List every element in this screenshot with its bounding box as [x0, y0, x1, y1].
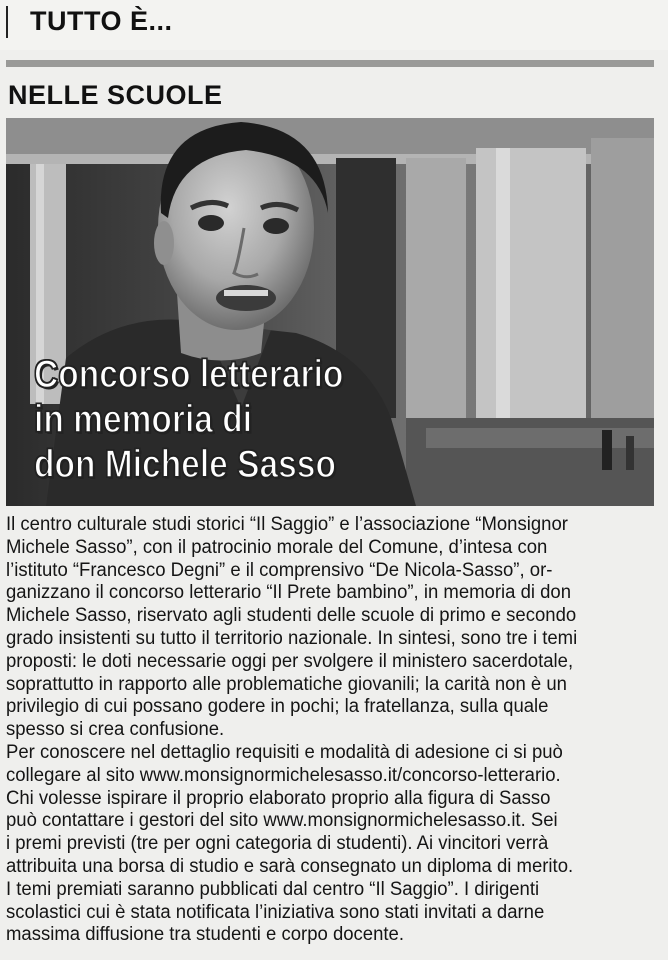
article-line: i premi previsti (tre per ogni categoria di studenti). Ai vincitori verrà: [6, 832, 549, 855]
article-line: attribuita una borsa di studio e sarà consegnato un diploma di merito.: [6, 854, 574, 877]
headline-line: Concorso letterario: [34, 353, 344, 396]
article-line: proposti: le doti necessarie oggi per svolgere il ministero sacerdotale,: [6, 649, 574, 672]
article-line: Il centro culturale studi storici “Il Saggio” e l’associazione “Monsignor: [6, 513, 568, 535]
page-header: [0, 0, 668, 50]
article-line: spesso si crea confusione.: [6, 718, 225, 741]
article-line: Per conoscere nel dettaglio requisiti e modalità di adesione ci si può: [6, 740, 563, 763]
article-line: collegare al sito www.monsignormichelesasso.it/concorso-letterario.: [6, 763, 561, 786]
article-line: massima diffusione tra studenti e corpo docente.: [6, 923, 404, 946]
subsection-title: NELLE SCUOLE: [8, 80, 223, 110]
article-line: l’istituto “Francesco Degni” e il comprensivo “De Nicola-Sasso”, or-: [6, 558, 553, 581]
section-title: TUTTO È...: [30, 6, 173, 36]
article-line: I temi premiati saranno pubblicati dal centro “Il Saggio”. I dirigenti: [6, 877, 540, 900]
article-line: scolastici cui è stata notificata l’iniziativa sono stati invitati a darne: [6, 900, 545, 923]
article-line: può contattare i gestori del sito www.monsignormichelesasso.it. Sei: [6, 809, 558, 832]
section-divider: [6, 60, 654, 67]
article-body: [6, 513, 630, 946]
article-line: Chi volesse ispirare il proprio elaborato proprio alla figura di Sasso: [6, 786, 551, 809]
headline-line: don Michele Sasso: [34, 443, 336, 486]
article-line: ganizzano il concorso letterario “Il Prete bambino”, in memoria di don: [6, 581, 572, 604]
article-line: soprattutto in rapporto alle problematiche giovanili; la carità non è un: [6, 672, 567, 695]
article-line: Michele Sasso, riservato agli studenti delle scuole di primo e secondo: [6, 604, 577, 627]
article-line: grado insistenti su tutto il territorio nazionale. In sintesi, sono tre i temi: [6, 626, 578, 649]
headline-line: in memoria di: [34, 398, 253, 441]
header-rule: [6, 6, 8, 38]
article-line: Michele Sasso”, con il patrocinio morale del Comune, d’intesa con: [6, 535, 548, 558]
headline: [34, 352, 361, 487]
article-line: privilegio di cui possano godere in pochi; la fratellanza, sulla quale: [6, 695, 549, 718]
